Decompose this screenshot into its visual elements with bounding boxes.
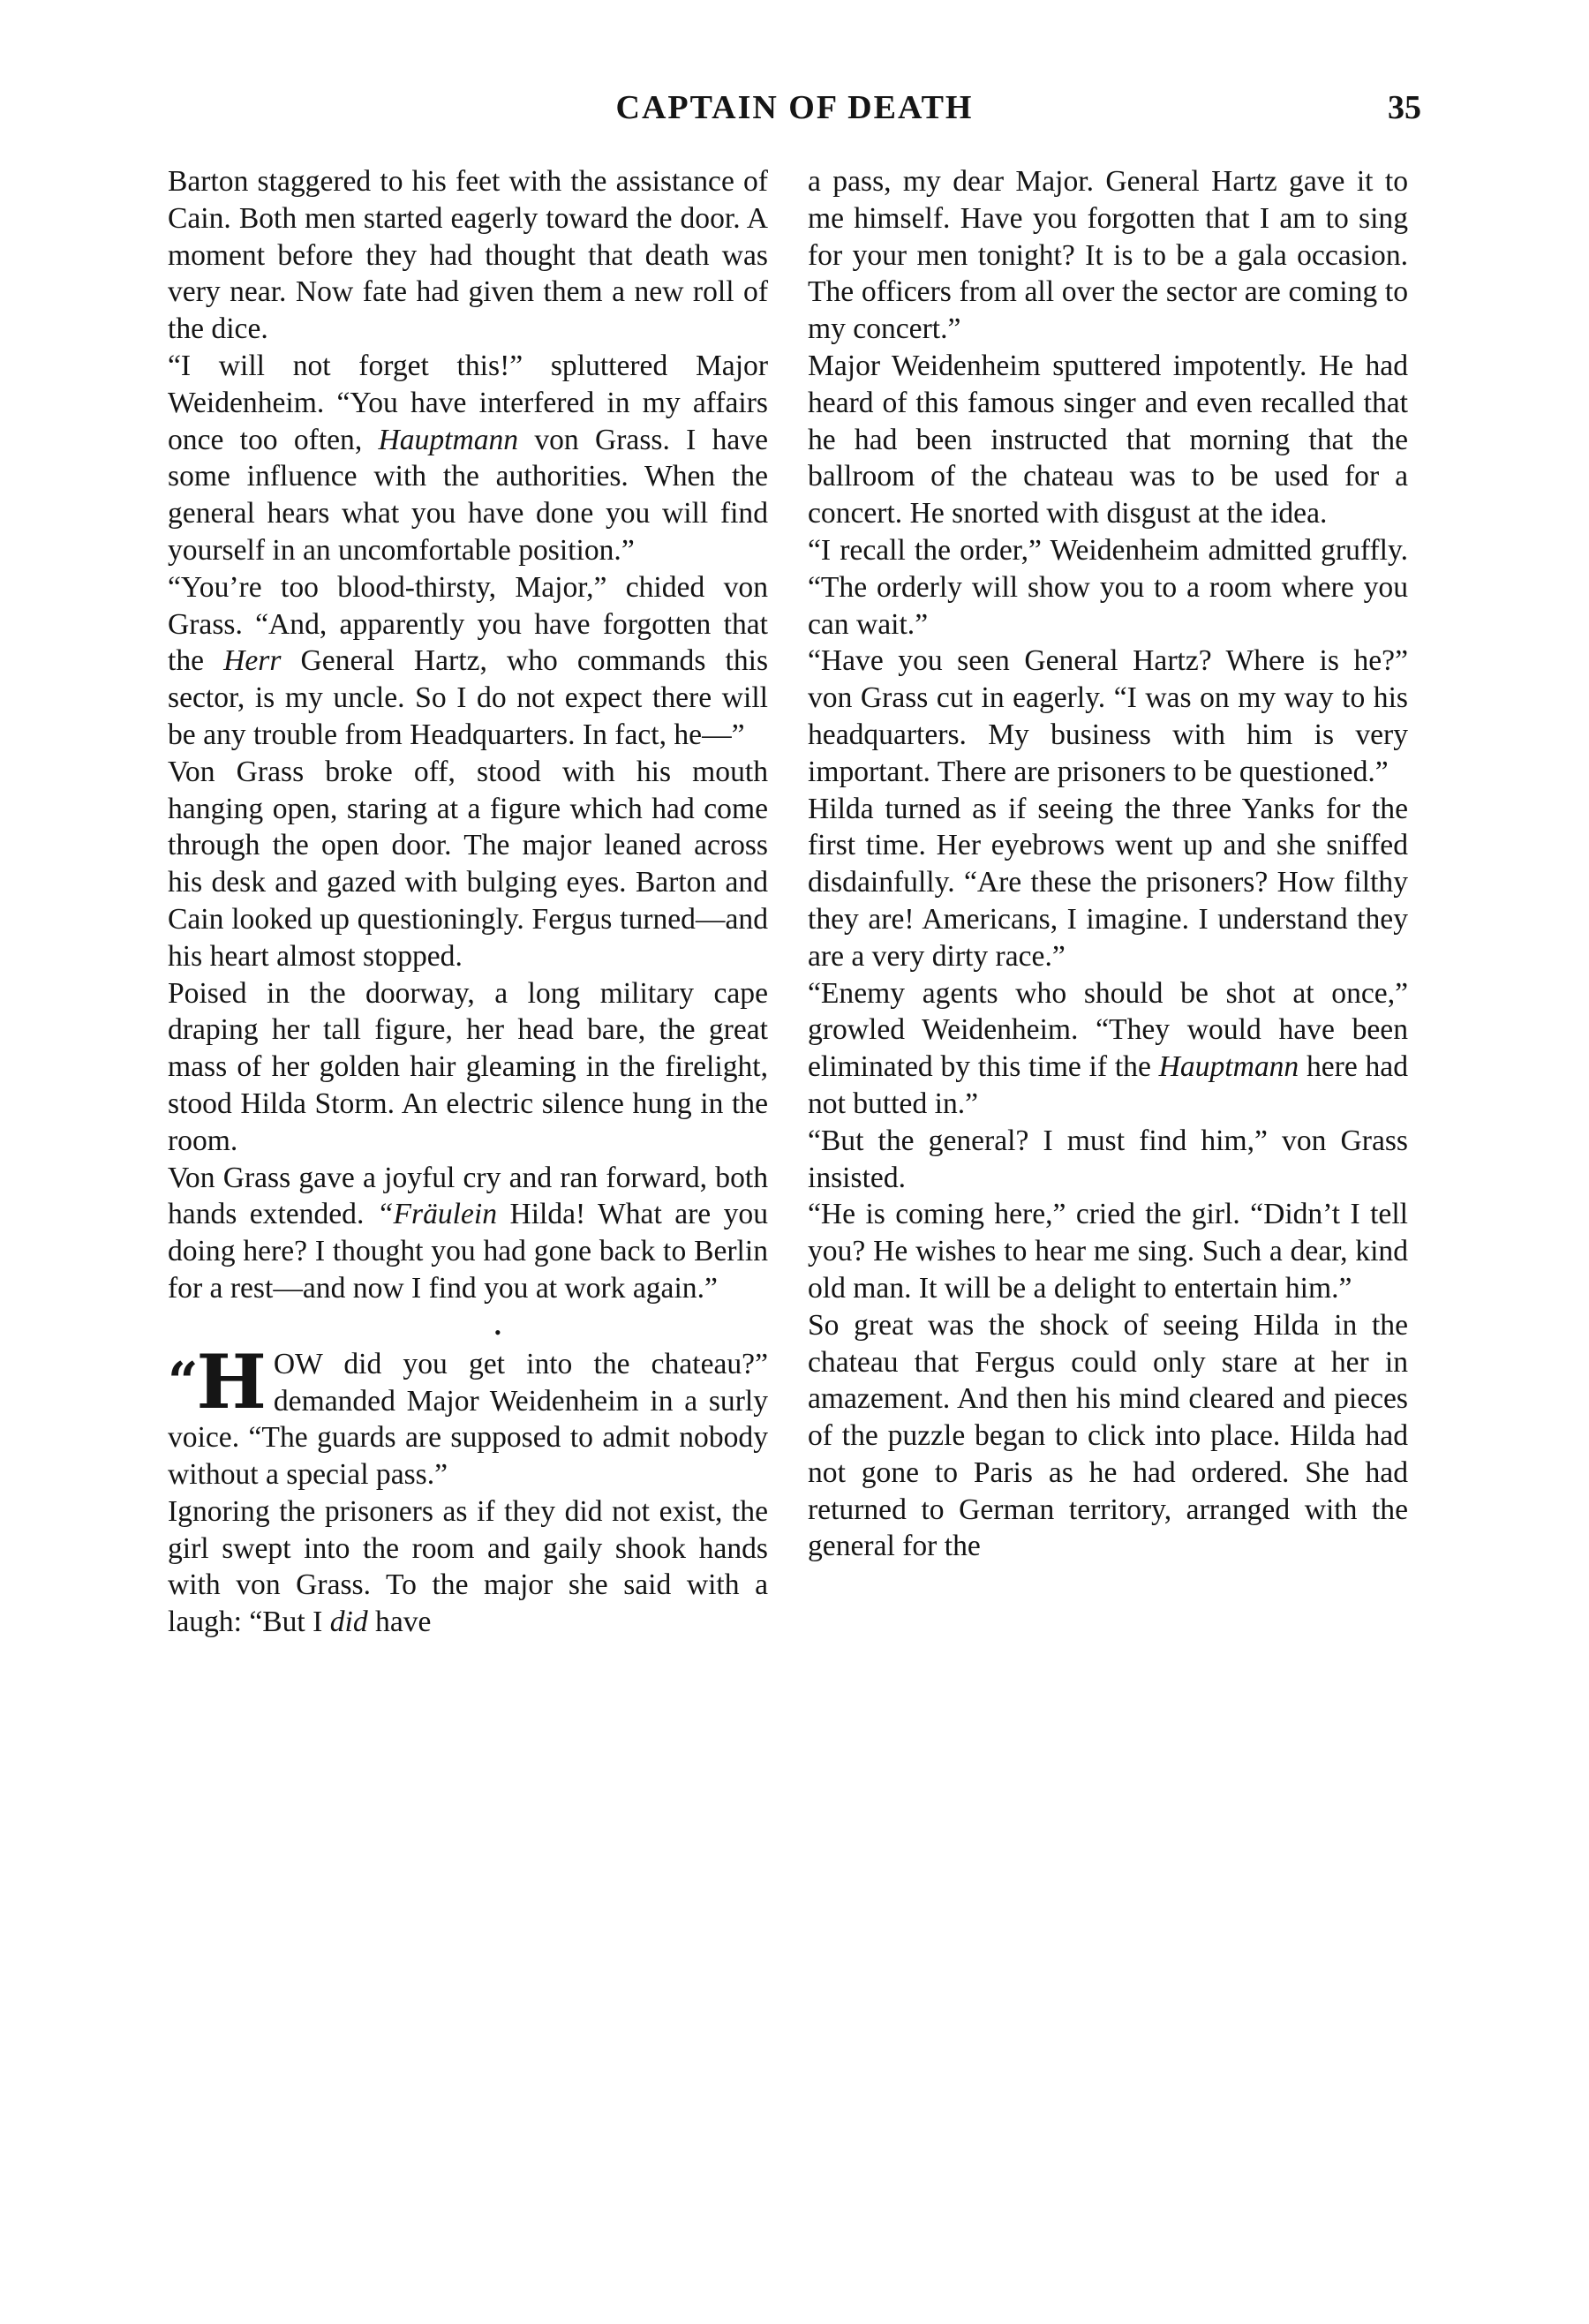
dropcap-paragraph [168,1337,768,1493]
paragraph-text: here had not butted in.” [808,1050,1408,1120]
paragraph-text: von Grass. I have some influence with the authorities. When the general hears what you have done you will find yourself in an uncomfortable position.” [168,423,768,567]
drop-cap [168,1337,265,1425]
paragraph-text: Barton staggered to his feet with the assistance of Cain. Both men started eagerly toward the door. A moment before they had thought that death was very near. Now fate had given them a new roll of the dice. [168,165,768,346]
left-paragraphs [168,163,768,1307]
paragraph-text: Ignoring the prisoners as if they did not exist, the girl swept into the room and gaily shook hands with von Grass. To the major she said with a laugh: “But I [168,1494,768,1639]
right-paragraphs [808,163,1408,1565]
left-column [168,163,768,1641]
italic-text: “Fräulein [376,1198,497,1231]
paragraph [808,643,1408,790]
paragraph [168,163,768,348]
running-head [168,88,1421,141]
drop-cap-letter: H [196,1337,265,1425]
paragraph-text: Hilda turned as if seeing the three Yanks for the first time. Her eyebrows went up and she sniffed disdainfully. “Are these the prisoners? How filthy they are! Americans, I imagine. I understand they are a very dirty race.” [808,792,1408,973]
paragraph-text: “I will not forget this!” spluttered Major Weidenheim. “You have interfered in my affairs once too often, [168,349,768,456]
paragraph-text: General Hartz, who commands this sector, is my uncle. So I do not expect there will be any trouble from Headquarters. In fact, he—” [168,644,769,751]
paragraph [808,1307,1408,1566]
page-number: 35 [1388,89,1421,126]
italic-text: Herr [223,644,282,678]
paragraph [808,1196,1408,1306]
drop-cap-quote: “ [168,1350,197,1413]
paragraph [808,1123,1408,1197]
paragraph [168,1160,768,1307]
paragraph [808,348,1408,532]
paragraph-text: Von Grass gave a joyful cry and ran forward, both hands extended. [168,1161,768,1231]
paragraph [808,532,1408,643]
italic-text: Hauptmann [1158,1050,1299,1084]
paragraph-text: “Have you seen General Hartz? Where is he?” von Grass cut in eagerly. “I was on my way to his headquarters. My business with him is very important. There are prisoners to be questioned.” [808,644,1408,788]
left-paragraphs-after [168,1493,768,1641]
paragraph [168,348,768,569]
paragraph-text: have [367,1606,432,1639]
section-break-mark: • [494,1320,501,1343]
paragraph-text: Poised in the doorway, a long military cape draping her tall figure, her head bare, the great mass of her golden hair gleaming in the firelight, stood Hilda Storm. An electric silence hung in the room. [168,976,768,1157]
paragraph [808,163,1408,348]
paragraph-text: “Enemy agents who should be shot at once,” growled Weidenheim. “They would have been eliminated by this time if the [808,976,1408,1084]
paragraph-text: “But the general? I must find him,” von Grass insisted. [808,1124,1408,1194]
paragraph [168,754,768,975]
paragraph [808,791,1408,975]
running-title: CAPTAIN OF DEATH [615,89,974,126]
paragraph-text: “I recall the order,” Weidenheim admitted gruffly. “The orderly will show you to a room where you can wait.” [808,533,1408,641]
paragraph-text: a pass, my dear Major. General Hartz gave it to me himself. Have you forgotten that I am to sing for your men tonight? It is to be a gala occasion. The officers from all over the sector are coming to my concert.” [808,165,1408,346]
paragraph-text: So great was the shock of seeing Hilda in the chateau that Fergus could only stare at her in amazement. And then his mind cleared and pieces of the puzzle began to click into place. Hilda had not gone to Paris as he had ordered. She had returned to German territory, arranged with the general for the [808,1308,1408,1563]
paragraph-text: Major Weidenheim sputtered impotently. He had heard of this famous singer and even recalled that he had been instructed that morning that the ballroom of the chateau was to be used for a concert. He snorted with disgust at the idea. [808,349,1408,530]
paragraph [808,975,1408,1123]
paragraph [168,569,768,754]
paragraph-text: Hilda! What are you doing here? I thought you had gone back to Berlin for a rest—and now I find you at work again.” [168,1198,769,1305]
paragraph [168,975,768,1160]
right-column [808,163,1408,1565]
paragraph [168,1493,768,1641]
paragraph-text: Von Grass broke off, stood with his mouth hanging open, staring at a figure which had come through the open door. The major leaned across his desk and gazed with bulging eyes. Barton and Cain looked up questioningly. Fergus turned—and his heart almost stopped. [168,755,768,973]
italic-text: did [329,1606,368,1639]
italic-text: Hauptmann [378,423,519,456]
paragraph-text: “He is coming here,” cried the girl. “Didn’t I tell you? He wishes to hear me sing. Such a dear, kind old man. It will be a delight to entertain him.” [808,1198,1408,1305]
paragraph-text: “You’re too blood-thirsty, Major,” chided von Grass. “And, apparently you have forgotten that the [168,570,768,678]
dropcap-paragraph-text: OW did you get into the chateau?” demanded Major Weidenheim in a surly voice. “The guards are supposed to admit nobody without a special pass.” [168,1347,768,1492]
